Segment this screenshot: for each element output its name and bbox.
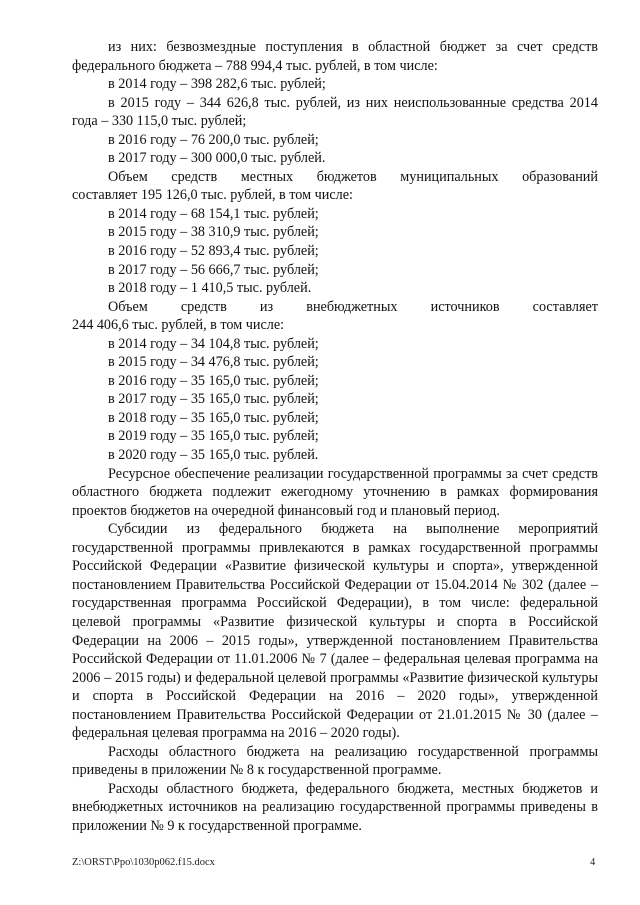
- list-item: в 2017 году – 56 666,7 тыс. рублей;: [108, 261, 319, 278]
- list-item: в 2017 году – 300 000,0 тыс. рублей.: [108, 150, 326, 167]
- page-number: 4: [590, 857, 596, 868]
- list-item: в 2014 году – 68 154,1 тыс. рублей;: [108, 205, 319, 222]
- list-item: в 2020 году – 35 165,0 тыс. рублей.: [108, 447, 319, 464]
- footer-file-path: Z:\ORST\Ppo\1030p062.f15.docx: [72, 857, 215, 868]
- paragraph-local-budgets-rest: составляет 195 126,0 тыс. рублей, в том числе:: [72, 187, 353, 204]
- paragraph-resource-provision: Ресурсное обеспечение реализации государственной программы за счет средств областного бюджета подлежит ежегодному уточнению в рамках формирования проектов бюджетов на очередной финансовый год и плановый период.: [72, 465, 598, 519]
- paragraph-extrabudgetary-first-line: Объем средств из внебюджетных источников составляет: [108, 298, 598, 315]
- list-item: в 2014 году – 34 104,8 тыс. рублей;: [108, 335, 319, 352]
- list-item: в 2015 году – 34 476,8 тыс. рублей;: [108, 354, 319, 371]
- list-item: в 2015 году – 344 626,8 тыс. рублей, из них неиспользованные средства 2014 года – 330 115,0 тыс. рублей;: [72, 94, 598, 130]
- list-item: в 2018 году – 35 165,0 тыс. рублей;: [108, 409, 319, 426]
- list-item: в 2016 году – 76 200,0 тыс. рублей;: [108, 131, 319, 148]
- paragraph-federal-subsidies: Субсидии из федерального бюджета на выполнение мероприятий государственной программы привлекаются в рамках государственной программы Российской Федерации «Развитие физической культуры и спорта», утвержденной постановлением Правительства Российской Федерации от 15.04.2014 № 302 (далее – государственная программа Российской Федерации), в том числе: федеральной целевой программы «Развитие физической культуры и спорта в Российской Федерации на 2006 – 2015 годы», утвержденной постановлением Правительства Российской Федерации от 11.01.2006 № 7 (далее – федеральная целевая программа на 2006 – 2015 годы) и федеральной целевой программы «Развитие физической культуры и спорта в Российской Федерации на 2016 – 2020 годы», утвержденной постановлением Правительства Российской Федерации от 21.01.2015 № 30 (далее – федеральная целевая программа на 2016 – 2020 годы).: [72, 521, 598, 742]
- list-item: в 2019 году – 35 165,0 тыс. рублей;: [108, 428, 319, 445]
- paragraph-all-expenses: Расходы областного бюджета, федерального бюджета, местных бюджетов и внебюджетных источников на реализацию государственной программы приведены в приложении № 9 к государственной программе.: [72, 780, 598, 834]
- paragraph-extrabudgetary-rest: 244 406,6 тыс. рублей, в том числе:: [72, 317, 285, 334]
- paragraph-federal-receipts: из них: безвозмездные поступления в областной бюджет за счет средств федерального бюджета – 788 994,4 тыс. рублей, в том числе:: [72, 39, 598, 74]
- list-item: в 2018 году – 1 410,5 тыс. рублей.: [108, 280, 312, 297]
- document-body: [72, 38, 598, 836]
- list-item: в 2016 году – 35 165,0 тыс. рублей;: [108, 372, 319, 389]
- paragraph-local-budgets-first-line: Объем средств местных бюджетов муниципальных образований: [108, 168, 598, 185]
- list-item: в 2014 году – 398 282,6 тыс. рублей;: [108, 76, 326, 93]
- list-item: в 2017 году – 35 165,0 тыс. рублей;: [108, 391, 319, 408]
- list-item: в 2015 году – 38 310,9 тыс. рублей;: [108, 224, 319, 241]
- list-item: в 2016 году – 52 893,4 тыс. рублей;: [108, 243, 319, 260]
- paragraph-regional-expenses: Расходы областного бюджета на реализацию государственной программы приведены в приложении № 8 к государственной программе.: [72, 743, 598, 779]
